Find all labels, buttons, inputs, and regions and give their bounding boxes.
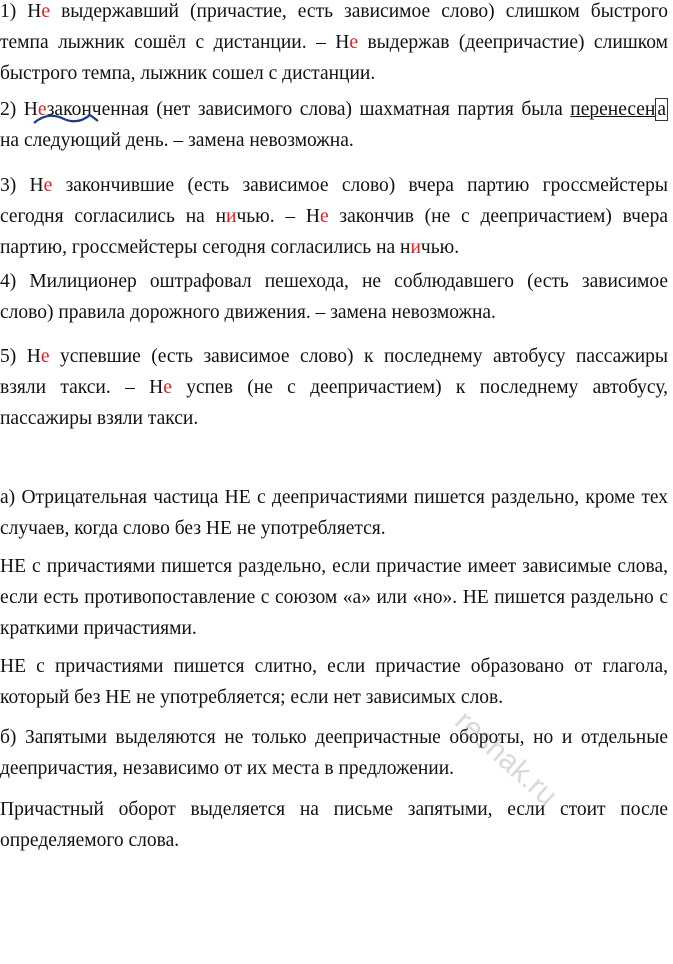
text-run: 2) Н xyxy=(0,99,38,120)
highlighted-letter: е xyxy=(349,32,359,53)
highlighted-letter: е xyxy=(37,99,47,120)
example-4 xyxy=(0,266,668,328)
text-run: выдержавший (причастие, есть зависимое слово) слишком быстрого темпа лыжник сошёл с дистанции. – Н xyxy=(0,1,668,53)
rule-participles-separate: НЕ с причастиями пишется раздельно, если причастие имеет зависимые слова, если есть противопоставление с союзом «а» или «но». НЕ пишется раздельно с краткими причастиями. xyxy=(0,556,668,639)
example-1 xyxy=(0,0,668,89)
highlighted-letter: е xyxy=(320,206,329,227)
rule-participial-phrase: Причастный оборот выделяется на письме запятыми, если стоит после определяемого слова. xyxy=(0,799,668,851)
text-run: на следующий день. – замена невозможна. xyxy=(0,130,354,151)
text-run: выдержав (деепричастие) слишком быстрого темпа, лыжник сошел с дистанции. xyxy=(0,32,668,84)
example-5 xyxy=(0,341,668,434)
highlighted-letter: и xyxy=(226,206,237,227)
highlighted-letter: е xyxy=(40,346,50,367)
text-run: закончив (не с деепричастием) вчера партию, гроссмейстеры сегодня согласились на н xyxy=(0,206,668,258)
text-run: успевшие (есть зависимое слово) к последнему автобусу пассажиры взяли такси. – Н xyxy=(0,346,669,398)
text-run: чью. xyxy=(420,237,460,258)
highlighted-letter: е xyxy=(163,377,172,398)
text-run: 5) Н xyxy=(0,346,41,367)
highlighted-letter: е xyxy=(41,1,51,22)
rule-b: б) Запятыми выделяются не только деепричастные обороты, но и отдельные деепричастия, независимо от их места в предложении. xyxy=(0,727,668,779)
rule-a: а) Отрицательная частица НЕ с деепричастиями пишется раздельно, кроме тех случаев, когда слово без НЕ не употребляется. xyxy=(0,487,668,539)
highlighted-letter: е xyxy=(43,175,53,196)
example-3 xyxy=(0,170,668,263)
rule-participles-together: НЕ с причастиями пишется слитно, если причастие образовано от глагола, который без НЕ не употребляется; если нет зависимых слов. xyxy=(0,656,668,708)
highlighted-letter: и xyxy=(410,237,421,258)
text-run: 3) Н xyxy=(0,175,44,196)
watermark: reshak.ru xyxy=(448,704,564,813)
text-run: законченная (нет зависимого слова) шахматная партия была xyxy=(46,99,571,120)
text-run: успев (не с деепричастием) к последнему автобусу, пассажиры взяли такси. xyxy=(0,377,669,429)
example-2 xyxy=(0,94,668,156)
text-run: закончившие (есть зависимое слово) вчера партию гроссмейстеры сегодня согласились на н xyxy=(0,175,668,227)
text-run: 4) Милиционер оштрафовал пешехода, не соблюдавшего (есть зависимое слово) правила дорожного движения. – замена невозможна. xyxy=(0,271,668,323)
text-run: 1) Н xyxy=(0,1,42,22)
word-stem-underlined: перенесен xyxy=(570,99,656,120)
text-run: чью. – Н xyxy=(236,206,320,227)
word-ending-boxed: а xyxy=(657,99,666,120)
